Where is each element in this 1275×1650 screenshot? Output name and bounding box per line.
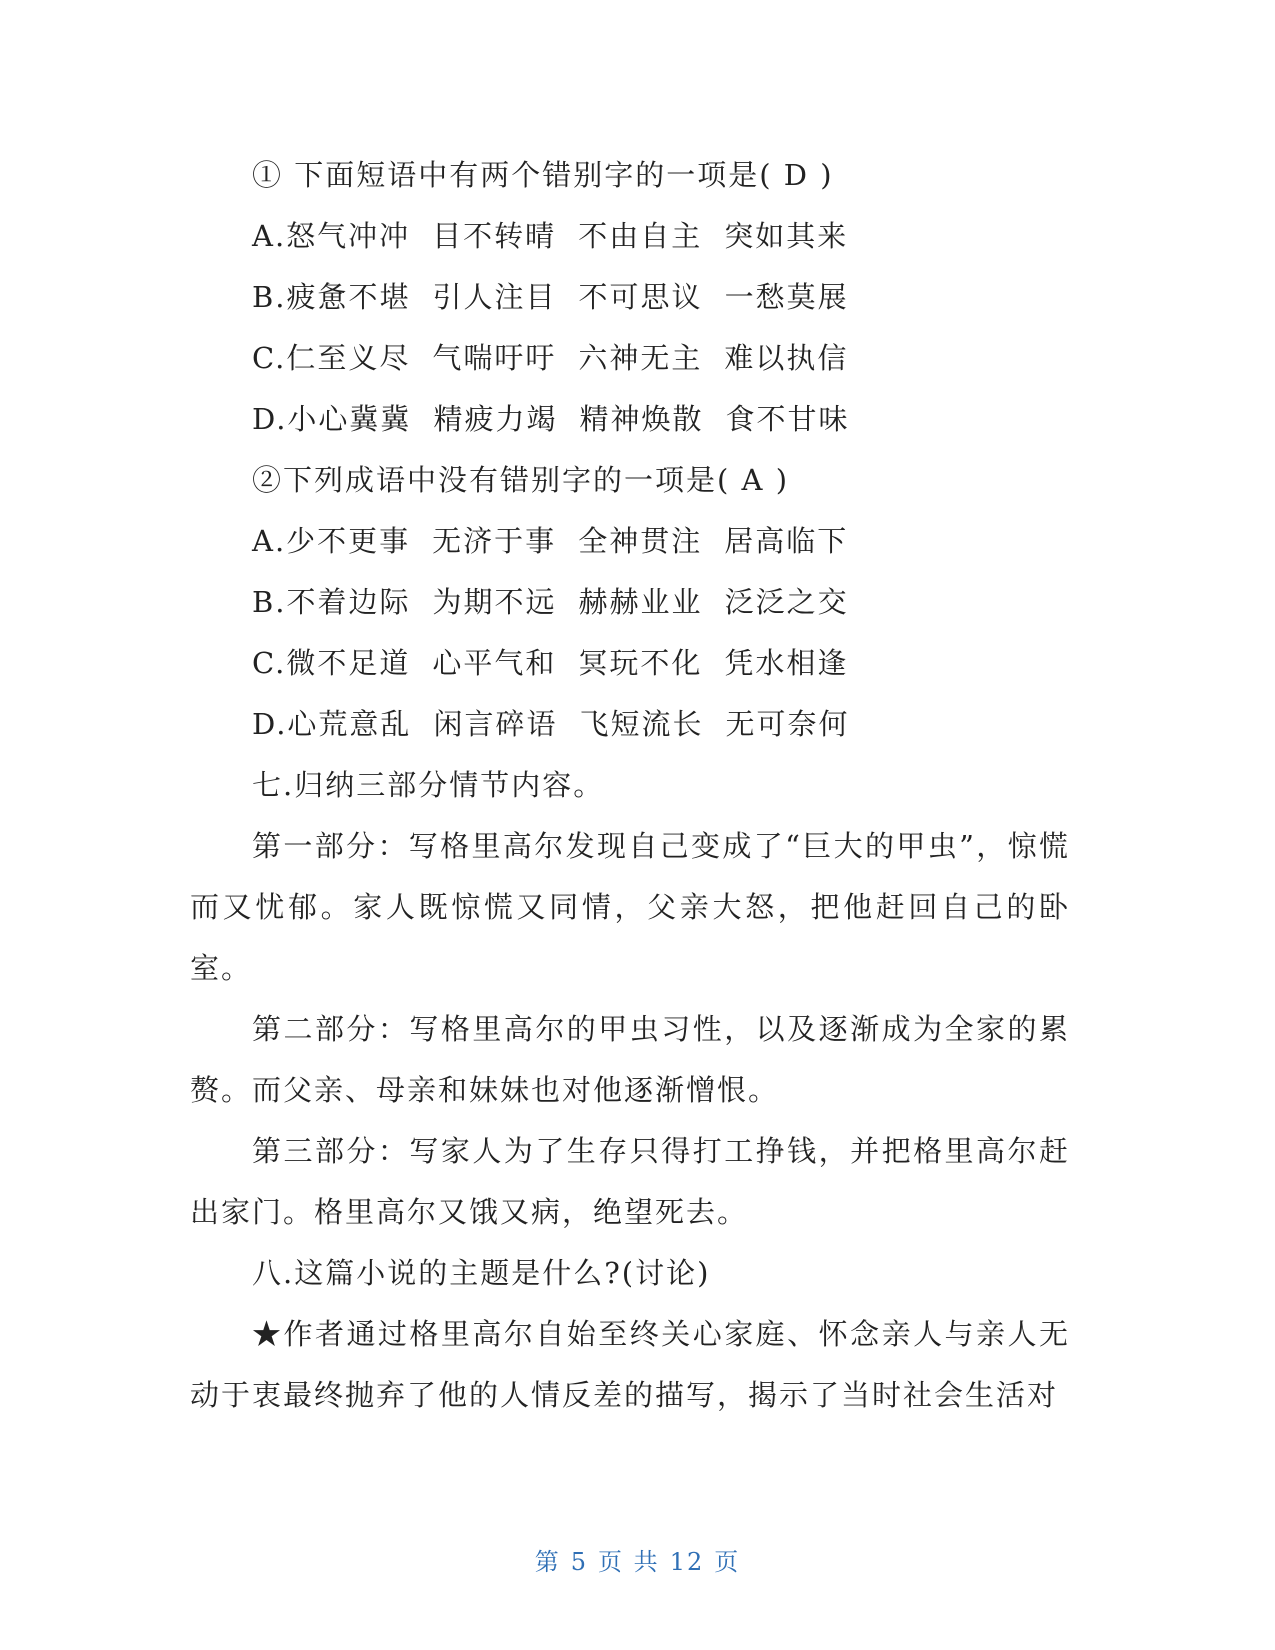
question-1-option-a: A.怒气冲冲 目不转晴 不由自主 突如其来 — [252, 219, 849, 253]
section-7-heading: 七.归纳三部分情节内容。 — [252, 768, 605, 802]
question-1-option-d: D.小心冀冀 精疲力竭 精神焕散 食不甘味 — [252, 402, 850, 436]
footer-total-pages: 12 — [669, 1548, 705, 1576]
question-1-option-c: C.仁至义尽 气喘吁吁 六神无主 难以执信 — [252, 341, 849, 375]
section-8-heading: 八.这篇小说的主题是什么?(讨论) — [252, 1256, 711, 1290]
footer-suffix: 页 — [714, 1548, 741, 1576]
question-2-option-c: C.微不足道 心平气和 冥玩不化 凭水相逢 — [252, 646, 849, 680]
section-8-paragraph: ★作者通过格里高尔自始至终关心家庭、怀念亲人与亲人无动于衷最终抛弃了他的人情反差的描写，揭示了当时社会生活对 — [190, 1317, 1070, 1412]
page-footer — [0, 1542, 1275, 1577]
question-2-option-b: B.不着边际 为期不远 赫赫业业 泛泛之交 — [252, 585, 849, 619]
footer-middle: 页 共 — [598, 1548, 660, 1576]
section-7-paragraph-2: 第二部分：写格里高尔的甲虫习性，以及逐渐成为全家的累赘。而父亲、母亲和妹妹也对他逐渐憎恨。 — [190, 1012, 1070, 1107]
section-7-paragraph-1: 第一部分：写格里高尔发现自己变成了“巨大的甲虫”，惊慌而又忧郁。家人既惊慌又同情，父亲大怒，把他赶回自己的卧室。 — [190, 829, 1070, 985]
question-1-stem: ① 下面短语中有两个错别字的一项是( D ) — [252, 158, 834, 192]
question-2-option-a: A.少不更事 无济于事 全神贯注 居高临下 — [252, 524, 849, 558]
question-2-stem: ②下列成语中没有错别字的一项是( A ) — [252, 463, 790, 497]
footer-prefix: 第 — [534, 1548, 561, 1576]
question-1-option-b: B.疲惫不堪 引人注目 不可思议 一愁莫展 — [252, 280, 849, 314]
question-2-option-d: D.心荒意乱 闲言碎语 飞短流长 无可奈何 — [252, 707, 850, 741]
section-7-paragraph-3: 第三部分：写家人为了生存只得打工挣钱，并把格里高尔赶出家门。格里高尔又饿又病，绝望死去。 — [190, 1134, 1070, 1229]
page-content — [190, 145, 1070, 1426]
footer-current-page: 5 — [570, 1548, 589, 1576]
